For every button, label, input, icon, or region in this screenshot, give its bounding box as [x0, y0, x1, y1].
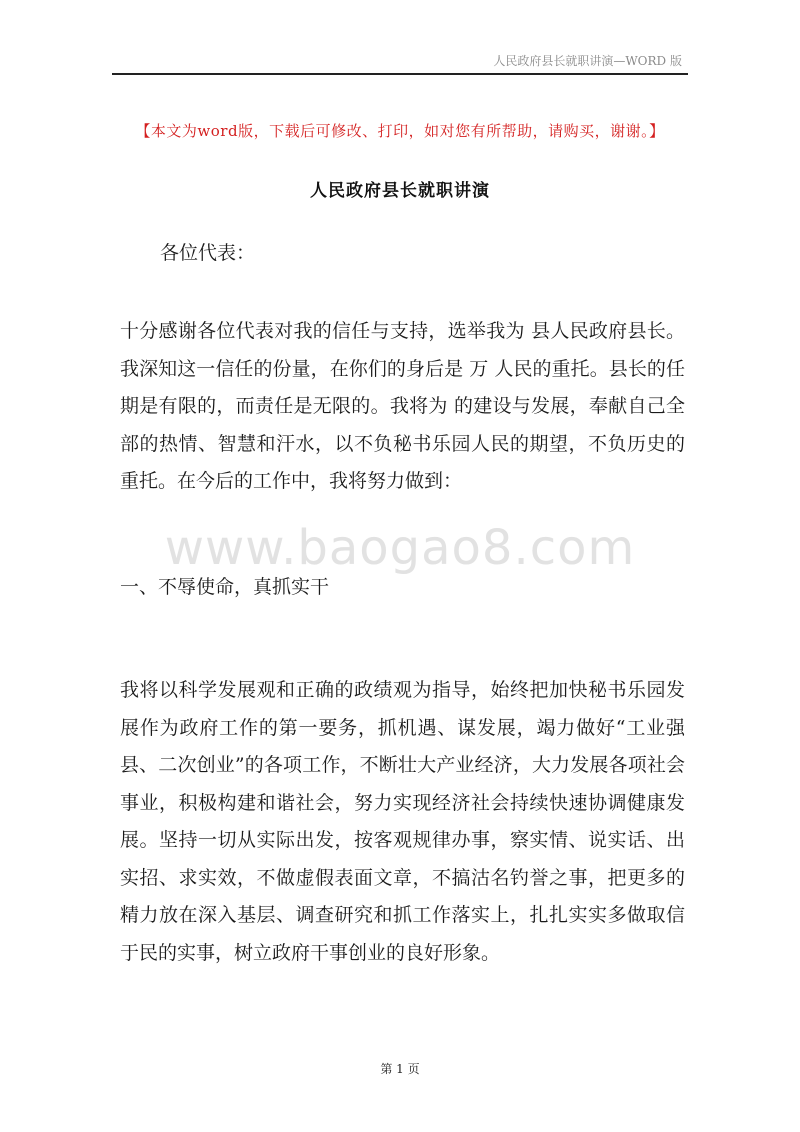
running-header: 人民政府县长就职讲演—WORD 版: [493, 54, 682, 68]
page-number: 第 1 页: [380, 1062, 420, 1076]
purchase-notice: 【本文为word版，下载后可修改、打印，如对您有所帮助，请购买，谢谢。】: [135, 122, 665, 140]
paragraph-intro: 十分感谢各位代表对我的信任与支持，选举我为 县人民政府县长。我深知这一信任的份量，在你们的身后是 万 人民的重托。县长的任期是有限的，而责任是无限的。我将为 的建设与发展，奉献自己全部的热情、智慧和汗水，以不负秘书乐园人民的期望，不负历史的重托。在今后的工作中，我将努力做到：: [120, 320, 685, 492]
document-title: 人民政府县长就职讲演: [310, 181, 490, 201]
paragraph-body: 我将以科学发展观和正确的政绩观为指导，始终把加快秘书乐园发展作为政府工作的第一要务，抓机遇、谋发展，竭力做好“工业强县、二次创业”的各项工作，不断壮大产业经济，大力发展各项社会事业，积极构建和谐社会，努力实现经济社会持续快速协调健康发展。坚持一切从实际出发，按客观规律办事，察实情、说实话、出实招、求实效，不做虚假表面文章，不搞沽名钓誉之事，把更多的精力放在深入基层、调查研究和抓工作落实上，扎扎实实多做取信于民的实事，树立政府干事创业的良好形象。: [120, 679, 685, 964]
greeting: 各位代表：: [160, 242, 256, 264]
header-divider: [112, 73, 688, 75]
section-heading: 一、不辱使命，真抓实干: [120, 576, 330, 598]
watermark: www.baogao8.com: [164, 520, 636, 576]
